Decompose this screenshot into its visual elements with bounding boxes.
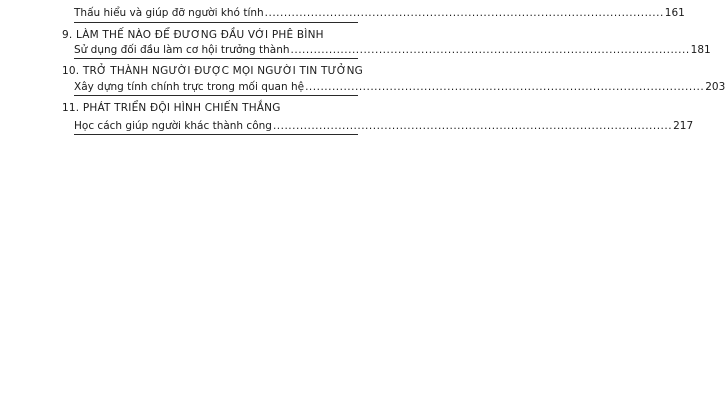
separator-line (74, 22, 358, 23)
toc-page-number: 203 (705, 81, 725, 93)
toc-entry (74, 119, 694, 133)
toc-entry-title: Xây dựng tính chính trực trong mối quan hệ (74, 81, 305, 93)
toc-page-number: 181 (690, 44, 711, 56)
separator-line (74, 58, 358, 59)
toc-page-number: 217 (673, 120, 694, 132)
toc-leader-dots: ........................................................................................................ (290, 44, 690, 56)
toc-leader-dots: ........................................................................................................ (264, 7, 664, 19)
toc-entry (74, 80, 725, 94)
toc-leader-dots: ........................................................................................................ (272, 120, 673, 132)
toc-page-number: 161 (664, 7, 685, 19)
toc-leader-dots: ........................................................................................................ (305, 81, 705, 93)
toc-entry (74, 43, 711, 57)
toc-entry (74, 6, 685, 20)
toc-entry-title: Thấu hiểu và giúp đỡ người khó tính (74, 7, 264, 19)
toc-chapter-heading: 10. TRỞ THÀNH NGƯỜI ĐƯỢC MỌI NGƯỜI TIN TƯỞNG (62, 65, 363, 77)
toc-entry-title: Sử dụng đối đầu làm cơ hội trưởng thành (74, 44, 290, 56)
separator-line (74, 95, 358, 96)
toc-entry-title: Học cách giúp người khác thành công (74, 120, 272, 132)
toc-chapter-heading: 11. PHÁT TRIỂN ĐỘI HÌNH CHIẾN THẮNG (62, 102, 281, 114)
toc-chapter-heading: 9. LÀM THẾ NÀO ĐỂ ĐƯƠNG ĐẦU VỚI PHÊ BÌNH (62, 29, 324, 41)
separator-line (74, 134, 358, 135)
